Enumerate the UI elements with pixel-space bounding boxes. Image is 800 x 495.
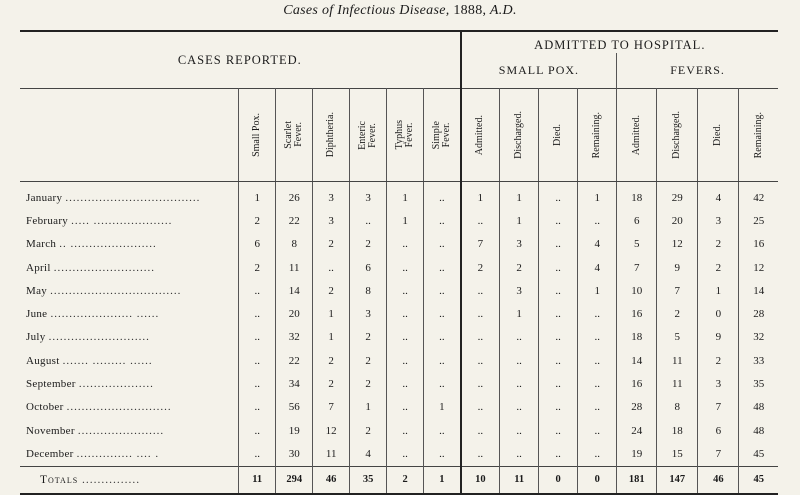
col-scarlet-fever: Scarlet Fever. [283,121,305,149]
table-cell: .. [539,279,578,302]
table-cell: 3 [500,233,539,256]
table-cell: 32 [276,326,313,349]
table-cell: 3 [350,302,387,325]
table-cell: 18 [617,326,657,349]
table-cell: 2 [239,209,276,232]
total-cell: 46 [698,466,739,494]
table-cell: .. [500,372,539,395]
table-body [20,182,778,467]
table-cell: 1 [461,182,500,210]
table-cell: 12 [313,419,350,442]
table-cell: 1 [350,396,387,419]
table-cell: 4 [578,256,617,279]
col-sp-died: Died. [552,124,564,146]
small-pox-header: SMALL POX. [461,53,617,89]
table-cell: 1 [313,302,350,325]
total-cell: 2 [387,466,424,494]
table-row [20,442,778,466]
month-label: September .................... [20,372,239,395]
month-label: March .. ....................... [20,233,239,256]
table-cell: .. [424,442,461,466]
table-cell: .. [239,419,276,442]
table-row [20,349,778,372]
table-cell: 28 [753,308,765,321]
month-label: November ....................... [20,419,239,442]
table-cell: 14 [276,279,313,302]
col-enteric-fever: Enteric Fever. [357,120,379,150]
table-row [20,372,778,395]
table-cell: 26 [276,182,313,210]
table-cell: .. [239,349,276,372]
table-cell: 0 [698,302,739,325]
table-cell: .. [239,396,276,419]
table-cell: .. [424,372,461,395]
table-cell: 4 [350,442,387,466]
table-cell: 12 [657,233,698,256]
table-cell: 7 [461,233,500,256]
month-label: October ............................ [20,396,239,419]
table-cell: .. [387,279,424,302]
table-cell: 8 [657,396,698,419]
table-cell: .. [578,349,617,372]
table-cell: 9 [698,326,739,349]
table-cell: 1 [424,396,461,419]
table-cell: 2 [698,256,739,279]
total-cell: 46 [313,466,350,494]
table-cell: 1 [698,279,739,302]
table-cell: .. [539,302,578,325]
cases-reported-header: CASES REPORTED. [20,31,461,89]
col-sp-discharged: Discharged. [513,111,525,159]
table-cell: 2 [350,233,387,256]
table-cell: 32 [753,331,765,344]
table-cell: 4 [698,182,739,210]
table-cell: .. [461,326,500,349]
table-cell: .. [539,442,578,466]
table-cell: 35 [753,378,765,391]
total-cell: 181 [617,466,657,494]
table-cell: .. [539,326,578,349]
col-simple-fever: Simple Fever. [430,120,452,150]
table-cell: 2 [500,256,539,279]
table-cell: .. [500,326,539,349]
table-cell: .. [539,349,578,372]
table-cell: .. [424,349,461,372]
table-cell: .. [461,302,500,325]
table-cell: .. [539,233,578,256]
table-cell: 1 [578,279,617,302]
table-cell: .. [424,326,461,349]
col-diphtheria: Diphtheria. [325,112,337,158]
table-cell: 2 [350,419,387,442]
table-cell: 20 [276,302,313,325]
table-cell: .. [424,182,461,210]
col-fv-remaining: Remaining. [752,111,764,159]
table-cell: 6 [350,256,387,279]
table-row [20,302,778,325]
month-label: January .................................... [20,182,239,210]
table-row [20,279,778,302]
title-era: A.D. [489,3,517,18]
table-cell: .. [578,419,617,442]
table-cell: .. [350,209,387,232]
table-cell: 1 [578,182,617,210]
table-cell: 2 [698,349,739,372]
fevers-header: FEVERS. [670,62,725,77]
table-cell: 30 [276,442,313,466]
table-cell: .. [239,442,276,466]
table-cell: 1 [313,326,350,349]
table-cell: 16 [617,372,657,395]
table-cell: 1 [387,182,424,210]
table-cell: .. [578,396,617,419]
table-cell: 6 [617,209,657,232]
disease-table [20,30,778,495]
table-cell: .. [387,349,424,372]
month-column-header [20,89,239,182]
table-cell: .. [539,182,578,210]
table-cell: .. [578,326,617,349]
table-cell: .. [539,209,578,232]
table-cell: .. [539,419,578,442]
table-cell: 1 [239,182,276,210]
table-cell: .. [461,209,500,232]
table-cell: 15 [657,442,698,466]
table-cell: 29 [657,182,698,210]
table-cell: 2 [313,349,350,372]
table-cell: 2 [313,233,350,256]
table-cell: 42 [753,191,765,204]
table-cell: 4 [578,233,617,256]
totals-row [20,466,778,494]
col-sp-admitted: Admitted. [474,114,486,156]
table-cell: 3 [500,279,539,302]
table-cell: 2 [350,372,387,395]
table-row [20,233,778,256]
table-row [20,396,778,419]
total-cell: 45 [739,466,778,494]
total-cell: 147 [657,466,698,494]
table-cell: 7 [698,442,739,466]
table-cell: 22 [276,209,313,232]
total-cell: 294 [276,466,313,494]
table-cell: 7 [617,256,657,279]
table-cell: .. [461,279,500,302]
table-cell: .. [461,419,500,442]
table-cell: 11 [657,372,698,395]
month-label: June ...................... ...... [20,302,239,325]
table-cell: .. [461,396,500,419]
col-fv-died: Died. [712,124,724,146]
table-cell: .. [578,302,617,325]
table-cell: .. [539,256,578,279]
table-cell: 19 [617,442,657,466]
total-cell: 0 [539,466,578,494]
month-label: February ..... ..................... [20,209,239,232]
title-year: 1888, [453,3,487,18]
table-cell: 8 [276,233,313,256]
table-cell: 7 [313,396,350,419]
table-cell: 5 [617,233,657,256]
table-cell: 2 [350,326,387,349]
total-cell: 0 [578,466,617,494]
table-cell: 22 [276,349,313,372]
table-cell: 45 [753,447,765,460]
total-cell: 35 [350,466,387,494]
table-cell: 48 [753,401,765,414]
col-fv-discharged: Discharged. [671,111,683,159]
table-cell: 33 [753,354,765,367]
table-cell: .. [387,442,424,466]
table-row [20,326,778,349]
title-text: Cases of Infectious Disease, [283,3,450,18]
table-row [20,419,778,442]
table-cell: .. [424,256,461,279]
table-cell: 7 [698,396,739,419]
totals-label: Totals ............... [20,466,239,494]
table-cell: 12 [753,261,765,274]
month-label: August ....... ......... ...... [20,349,239,372]
total-cell: 11 [239,466,276,494]
table-cell: 5 [657,326,698,349]
table-cell: .. [239,326,276,349]
month-label: May ................................... [20,279,239,302]
table-cell: .. [387,396,424,419]
total-cell: 1 [424,466,461,494]
table-row [20,209,778,232]
table-cell: .. [313,256,350,279]
table-cell: 3 [350,182,387,210]
table-cell: 20 [657,209,698,232]
table-cell: 7 [657,279,698,302]
page-title [0,3,800,19]
table-cell: 2 [461,256,500,279]
table-cell: .. [239,302,276,325]
table-cell: 3 [313,182,350,210]
table-cell: .. [539,396,578,419]
table-cell: .. [424,233,461,256]
table-cell: .. [387,233,424,256]
table-cell: .. [500,396,539,419]
table-cell: 2 [313,372,350,395]
table-cell: 56 [276,396,313,419]
table-cell: .. [461,372,500,395]
table-cell: 3 [313,209,350,232]
table-cell: .. [387,302,424,325]
table-cell: 8 [350,279,387,302]
table-cell: .. [578,372,617,395]
month-label: April ........................... [20,256,239,279]
table-cell: 11 [657,349,698,372]
total-cell: 11 [500,466,539,494]
table-cell: .. [578,209,617,232]
table-cell: .. [387,372,424,395]
table-cell: 28 [617,396,657,419]
table-cell: 6 [239,233,276,256]
table-cell: .. [578,442,617,466]
table-cell: 2 [698,233,739,256]
table-row [20,256,778,279]
table-cell: 1 [500,182,539,210]
table-cell: 18 [657,419,698,442]
table-cell: 9 [657,256,698,279]
col-small-pox: Small Pox. [251,113,263,157]
month-label: July ........................... [20,326,239,349]
table-cell: 1 [500,209,539,232]
table-cell: .. [500,349,539,372]
table-cell: 11 [276,256,313,279]
month-label: December ............... .... . [20,442,239,466]
table-cell: 2 [239,256,276,279]
col-typhus-fever: Typhus Fever. [394,120,416,150]
table-cell: 34 [276,372,313,395]
table-cell: 2 [350,349,387,372]
table-cell: 25 [753,214,765,227]
admitted-header: ADMITTED TO HOSPITAL. [534,37,706,52]
table-cell: .. [500,442,539,466]
col-fv-admitted: Admitted. [630,114,642,156]
table-cell: 1 [500,302,539,325]
table-cell: .. [461,442,500,466]
table-cell: 16 [753,238,765,251]
table-cell: 14 [617,349,657,372]
table-cell: 16 [617,302,657,325]
table-cell: 19 [276,419,313,442]
table-cell: 3 [698,372,739,395]
table-cell: .. [239,279,276,302]
table-cell: 11 [313,442,350,466]
total-cell: 10 [461,466,500,494]
table-cell: .. [500,419,539,442]
table-cell: 6 [698,419,739,442]
table-cell: 24 [617,419,657,442]
table-cell: .. [387,256,424,279]
table-cell: .. [461,349,500,372]
table-cell: 2 [313,279,350,302]
col-sp-remaining: Remaining. [591,111,603,159]
table-cell: 14 [753,284,765,297]
table-row [20,182,778,210]
table-cell: .. [424,209,461,232]
table-cell: .. [539,372,578,395]
table-cell: 1 [387,209,424,232]
table-cell: 2 [657,302,698,325]
table-cell: 48 [753,424,765,437]
table-cell: .. [424,279,461,302]
table-cell: 18 [617,182,657,210]
table-cell: .. [239,372,276,395]
table-cell: .. [387,326,424,349]
table-cell: 10 [617,279,657,302]
table-cell: .. [424,419,461,442]
table-cell: .. [424,302,461,325]
table-cell: 3 [698,209,739,232]
table-cell: .. [387,419,424,442]
